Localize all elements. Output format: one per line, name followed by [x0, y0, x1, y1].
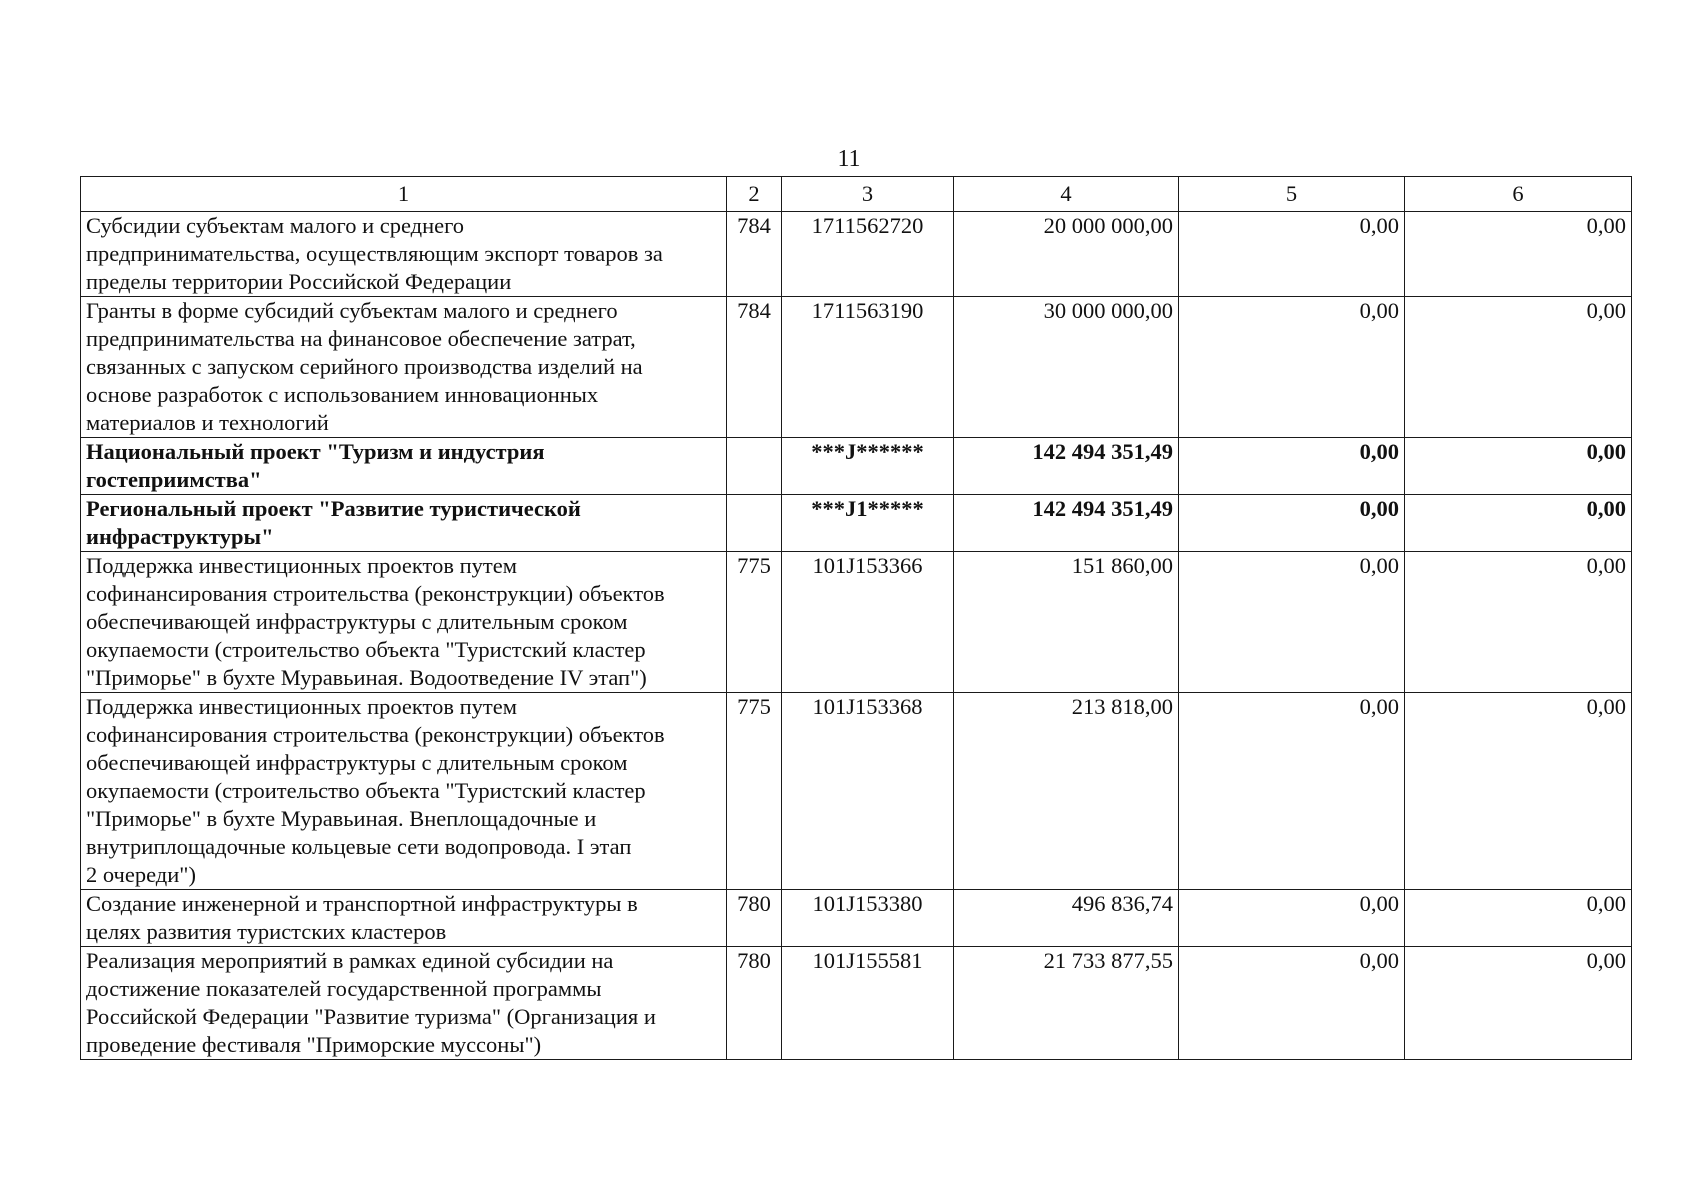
description-line: материалов и технологий	[86, 410, 329, 435]
header-col-2: 2	[727, 177, 782, 212]
row-description	[81, 693, 727, 890]
row-value-4: 496 836,74	[954, 890, 1179, 947]
row-code: 775	[727, 552, 782, 693]
row-code: 784	[727, 297, 782, 438]
row-value-6: 0,00	[1405, 947, 1632, 1060]
header-col-6: 6	[1405, 177, 1632, 212]
row-code: 780	[727, 947, 782, 1060]
description-line: проведение фестиваля "Приморские муссоны")	[86, 1032, 542, 1057]
row-value-5: 0,00	[1179, 552, 1405, 693]
row-value-4: 213 818,00	[954, 693, 1179, 890]
description-line: Реализация мероприятий в рамках единой субсидии на	[86, 948, 614, 973]
budget-table	[80, 176, 1632, 1060]
row-value-5: 0,00	[1179, 947, 1405, 1060]
row-value-6: 0,00	[1405, 438, 1632, 495]
description-line: софинансирования строительства (реконструкции) объектов	[86, 581, 665, 606]
description-line: Национальный проект "Туризм и индустрия	[86, 439, 545, 464]
description-line: Поддержка инвестиционных проектов путем	[86, 553, 517, 578]
description-line: Российской Федерации "Развитие туризма" (Организация и	[86, 1004, 656, 1029]
table-row	[81, 212, 1632, 297]
description-line: Гранты в форме субсидий субъектам малого и среднего	[86, 298, 618, 323]
description-line: внутриплощадочные кольцевые сети водопровода. I этап	[86, 834, 632, 859]
row-value-6: 0,00	[1405, 890, 1632, 947]
description-line: Региональный проект "Развитие туристической	[86, 496, 581, 521]
row-value-4: 151 860,00	[954, 552, 1179, 693]
table-row	[81, 947, 1632, 1060]
row-description	[81, 212, 727, 297]
description-line: Субсидии субъектам малого и среднего	[86, 213, 465, 238]
description-line: Создание инженерной и транспортной инфраструктуры в	[86, 891, 638, 916]
description-line: целях развития туристских кластеров	[86, 919, 447, 944]
row-csr: 101J153366	[782, 552, 954, 693]
row-value-5: 0,00	[1179, 212, 1405, 297]
table-row	[81, 297, 1632, 438]
description-line: предпринимательства на финансовое обеспечение затрат,	[86, 326, 636, 351]
row-description	[81, 552, 727, 693]
row-csr: ***J1*****	[782, 495, 954, 552]
description-line: пределы территории Российской Федерации	[86, 269, 512, 294]
row-value-6: 0,00	[1405, 297, 1632, 438]
row-value-4: 142 494 351,49	[954, 495, 1179, 552]
row-csr: ***J******	[782, 438, 954, 495]
row-code	[727, 438, 782, 495]
row-csr: 101J153380	[782, 890, 954, 947]
row-value-4: 20 000 000,00	[954, 212, 1179, 297]
row-value-4: 21 733 877,55	[954, 947, 1179, 1060]
row-csr: 1711563190	[782, 297, 954, 438]
row-csr: 101J155581	[782, 947, 954, 1060]
table-row	[81, 495, 1632, 552]
description-line: гостеприимства"	[86, 467, 262, 492]
row-value-5: 0,00	[1179, 297, 1405, 438]
description-line: окупаемости (строительство объекта "Туристский кластер	[86, 778, 646, 803]
description-line: достижение показателей государственной программы	[86, 976, 602, 1001]
table-body	[81, 212, 1632, 1060]
table-header-row	[81, 177, 1632, 212]
description-line: "Приморье" в бухте Муравьиная. Водоотведение IV этап")	[86, 665, 647, 690]
row-code	[727, 495, 782, 552]
row-description	[81, 890, 727, 947]
row-value-4: 142 494 351,49	[954, 438, 1179, 495]
row-value-5: 0,00	[1179, 495, 1405, 552]
row-csr: 101J153368	[782, 693, 954, 890]
table-row	[81, 552, 1632, 693]
row-value-5: 0,00	[1179, 693, 1405, 890]
row-code: 784	[727, 212, 782, 297]
description-line: связанных с запуском серийного производства изделий на	[86, 354, 643, 379]
row-value-4: 30 000 000,00	[954, 297, 1179, 438]
header-col-1: 1	[81, 177, 727, 212]
header-col-5: 5	[1179, 177, 1405, 212]
row-value-6: 0,00	[1405, 495, 1632, 552]
header-col-3: 3	[782, 177, 954, 212]
description-line: обеспечивающей инфраструктуры с длительным сроком	[86, 609, 628, 634]
description-line: 2 очереди")	[86, 862, 196, 887]
table-row	[81, 890, 1632, 947]
row-value-5: 0,00	[1179, 438, 1405, 495]
description-line: обеспечивающей инфраструктуры с длительным сроком	[86, 750, 628, 775]
row-description	[81, 438, 727, 495]
row-description	[81, 297, 727, 438]
description-line: инфраструктуры"	[86, 524, 274, 549]
header-col-4: 4	[954, 177, 1179, 212]
description-line: софинансирования строительства (реконструкции) объектов	[86, 722, 665, 747]
row-value-5: 0,00	[1179, 890, 1405, 947]
row-value-6: 0,00	[1405, 552, 1632, 693]
row-code: 775	[727, 693, 782, 890]
row-csr: 1711562720	[782, 212, 954, 297]
description-line: окупаемости (строительство объекта "Туристский кластер	[86, 637, 646, 662]
description-line: "Приморье" в бухте Муравьиная. Внеплощадочные и	[86, 806, 597, 831]
table-row	[81, 693, 1632, 890]
row-value-6: 0,00	[1405, 212, 1632, 297]
page-number: 11	[837, 146, 861, 172]
row-description	[81, 947, 727, 1060]
row-value-6: 0,00	[1405, 693, 1632, 890]
row-description	[81, 495, 727, 552]
description-line: предпринимательства, осуществляющим экспорт товаров за	[86, 241, 663, 266]
description-line: Поддержка инвестиционных проектов путем	[86, 694, 517, 719]
row-code: 780	[727, 890, 782, 947]
description-line: основе разработок с использованием инновационных	[86, 382, 599, 407]
table-row	[81, 438, 1632, 495]
